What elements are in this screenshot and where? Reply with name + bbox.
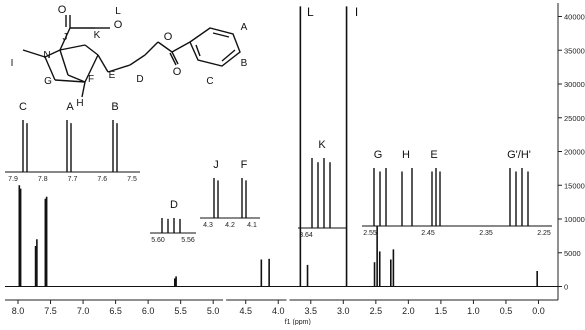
structure-atom-label: O [172, 66, 182, 78]
y-tick-label: 15000 [564, 181, 585, 191]
main-peak-label: I [354, 5, 359, 19]
inset-aromatic [5, 101, 140, 183]
inset-aliphatic [362, 149, 552, 237]
inset-peak-label: E [430, 149, 438, 161]
inset-tick-label: 2.25 [537, 230, 551, 237]
x-tick-label: 4.0 [271, 306, 285, 316]
x-tick-label: 5.5 [174, 306, 187, 316]
x-tick-label: 0.0 [532, 306, 545, 316]
structure-label: N [43, 50, 51, 61]
main-peak-label: L [307, 5, 314, 19]
structure-label: G [44, 76, 52, 87]
inset-peak-label: K [318, 139, 326, 151]
x-tick-label: 0.5 [499, 306, 513, 316]
y-tick-label: 40000 [564, 12, 585, 22]
structure-label: B [240, 58, 248, 69]
inset-tick-label: 7.6 [97, 176, 108, 183]
structure-label: E [108, 70, 116, 81]
x-tick-label: 2.5 [369, 306, 383, 316]
inset-peak-label: D [170, 199, 178, 211]
x-axis-label: f1 (ppm) [284, 319, 311, 325]
inset-tick-label: 4.2 [225, 222, 235, 229]
x-tick-label: 5.0 [206, 306, 220, 316]
structure-label: C [206, 76, 214, 87]
inset-tick-label: 7.8 [37, 176, 48, 183]
inset-peak-label: J [213, 159, 219, 171]
structure-label: L [115, 6, 121, 17]
structure-label: D [136, 74, 144, 85]
inset-peak-label: C [19, 101, 27, 113]
x-tick-label: 6.0 [141, 306, 155, 316]
y-axis [558, 13, 585, 292]
structure-label: F [87, 74, 95, 85]
y-tick-label: 35000 [564, 46, 585, 56]
inset-tick-label: 2.35 [479, 230, 493, 237]
x-tick-label: 1.5 [434, 306, 448, 316]
x-tick-label: 4.5 [239, 306, 252, 316]
x-tick-label: 7.5 [44, 306, 57, 316]
inset-peak-label: G'/H' [507, 149, 531, 161]
inset-tick-label: 4.1 [247, 222, 257, 229]
structure-atom-label: O [163, 31, 173, 43]
structure-label: A [240, 22, 248, 33]
inset-JF [200, 159, 260, 229]
insets-group [5, 101, 552, 244]
x-axis [5, 3, 558, 325]
structure-label: H [76, 98, 84, 109]
inset-tick-label: 5.60 [151, 237, 165, 244]
x-tick-label: 2.0 [402, 306, 415, 316]
inset-tick-label: 4.3 [203, 222, 213, 229]
structure-label: J [62, 32, 68, 43]
x-tick-label: 8.0 [11, 306, 25, 316]
inset-tick-label: 2.55 [363, 230, 377, 237]
structure-label: K [93, 30, 101, 41]
structure-label: I [10, 58, 14, 69]
x-tick-label: 6.5 [109, 306, 122, 316]
y-tick-label: 25000 [564, 113, 585, 123]
x-tick-label: 7.0 [76, 306, 90, 316]
x-tick-label: 1.0 [467, 306, 480, 316]
structure-atom-label: O [57, 4, 67, 16]
inset-tick-label: 7.9 [8, 176, 18, 183]
x-tick-label: 3.5 [304, 306, 318, 316]
y-tick-label: 5000 [564, 248, 581, 258]
inset-tick-label: 3.64 [299, 232, 313, 239]
inset-peak-label: B [111, 101, 119, 113]
y-tick-label: 10000 [564, 215, 585, 224]
spectrum-trace [5, 6, 558, 304]
structure-atom-label: O [113, 19, 123, 31]
inset-tick-label: 7.5 [127, 176, 137, 183]
inset-peak-label: G [373, 149, 383, 161]
inset-peak-label: A [66, 101, 74, 113]
inset-D [150, 199, 196, 244]
inset-K [298, 139, 346, 239]
inset-peak-label: H [402, 149, 410, 161]
inset-tick-label: 2.45 [421, 230, 435, 237]
y-tick-label: 30000 [564, 80, 585, 89]
inset-tick-label: 5.56 [181, 237, 195, 244]
inset-tick-label: 7.7 [67, 176, 78, 183]
y-tick-label: 0 [564, 282, 569, 292]
y-tick-label: 20000 [564, 147, 585, 157]
x-tick-label: 3.0 [337, 306, 350, 316]
inset-peak-label: F [240, 159, 248, 171]
